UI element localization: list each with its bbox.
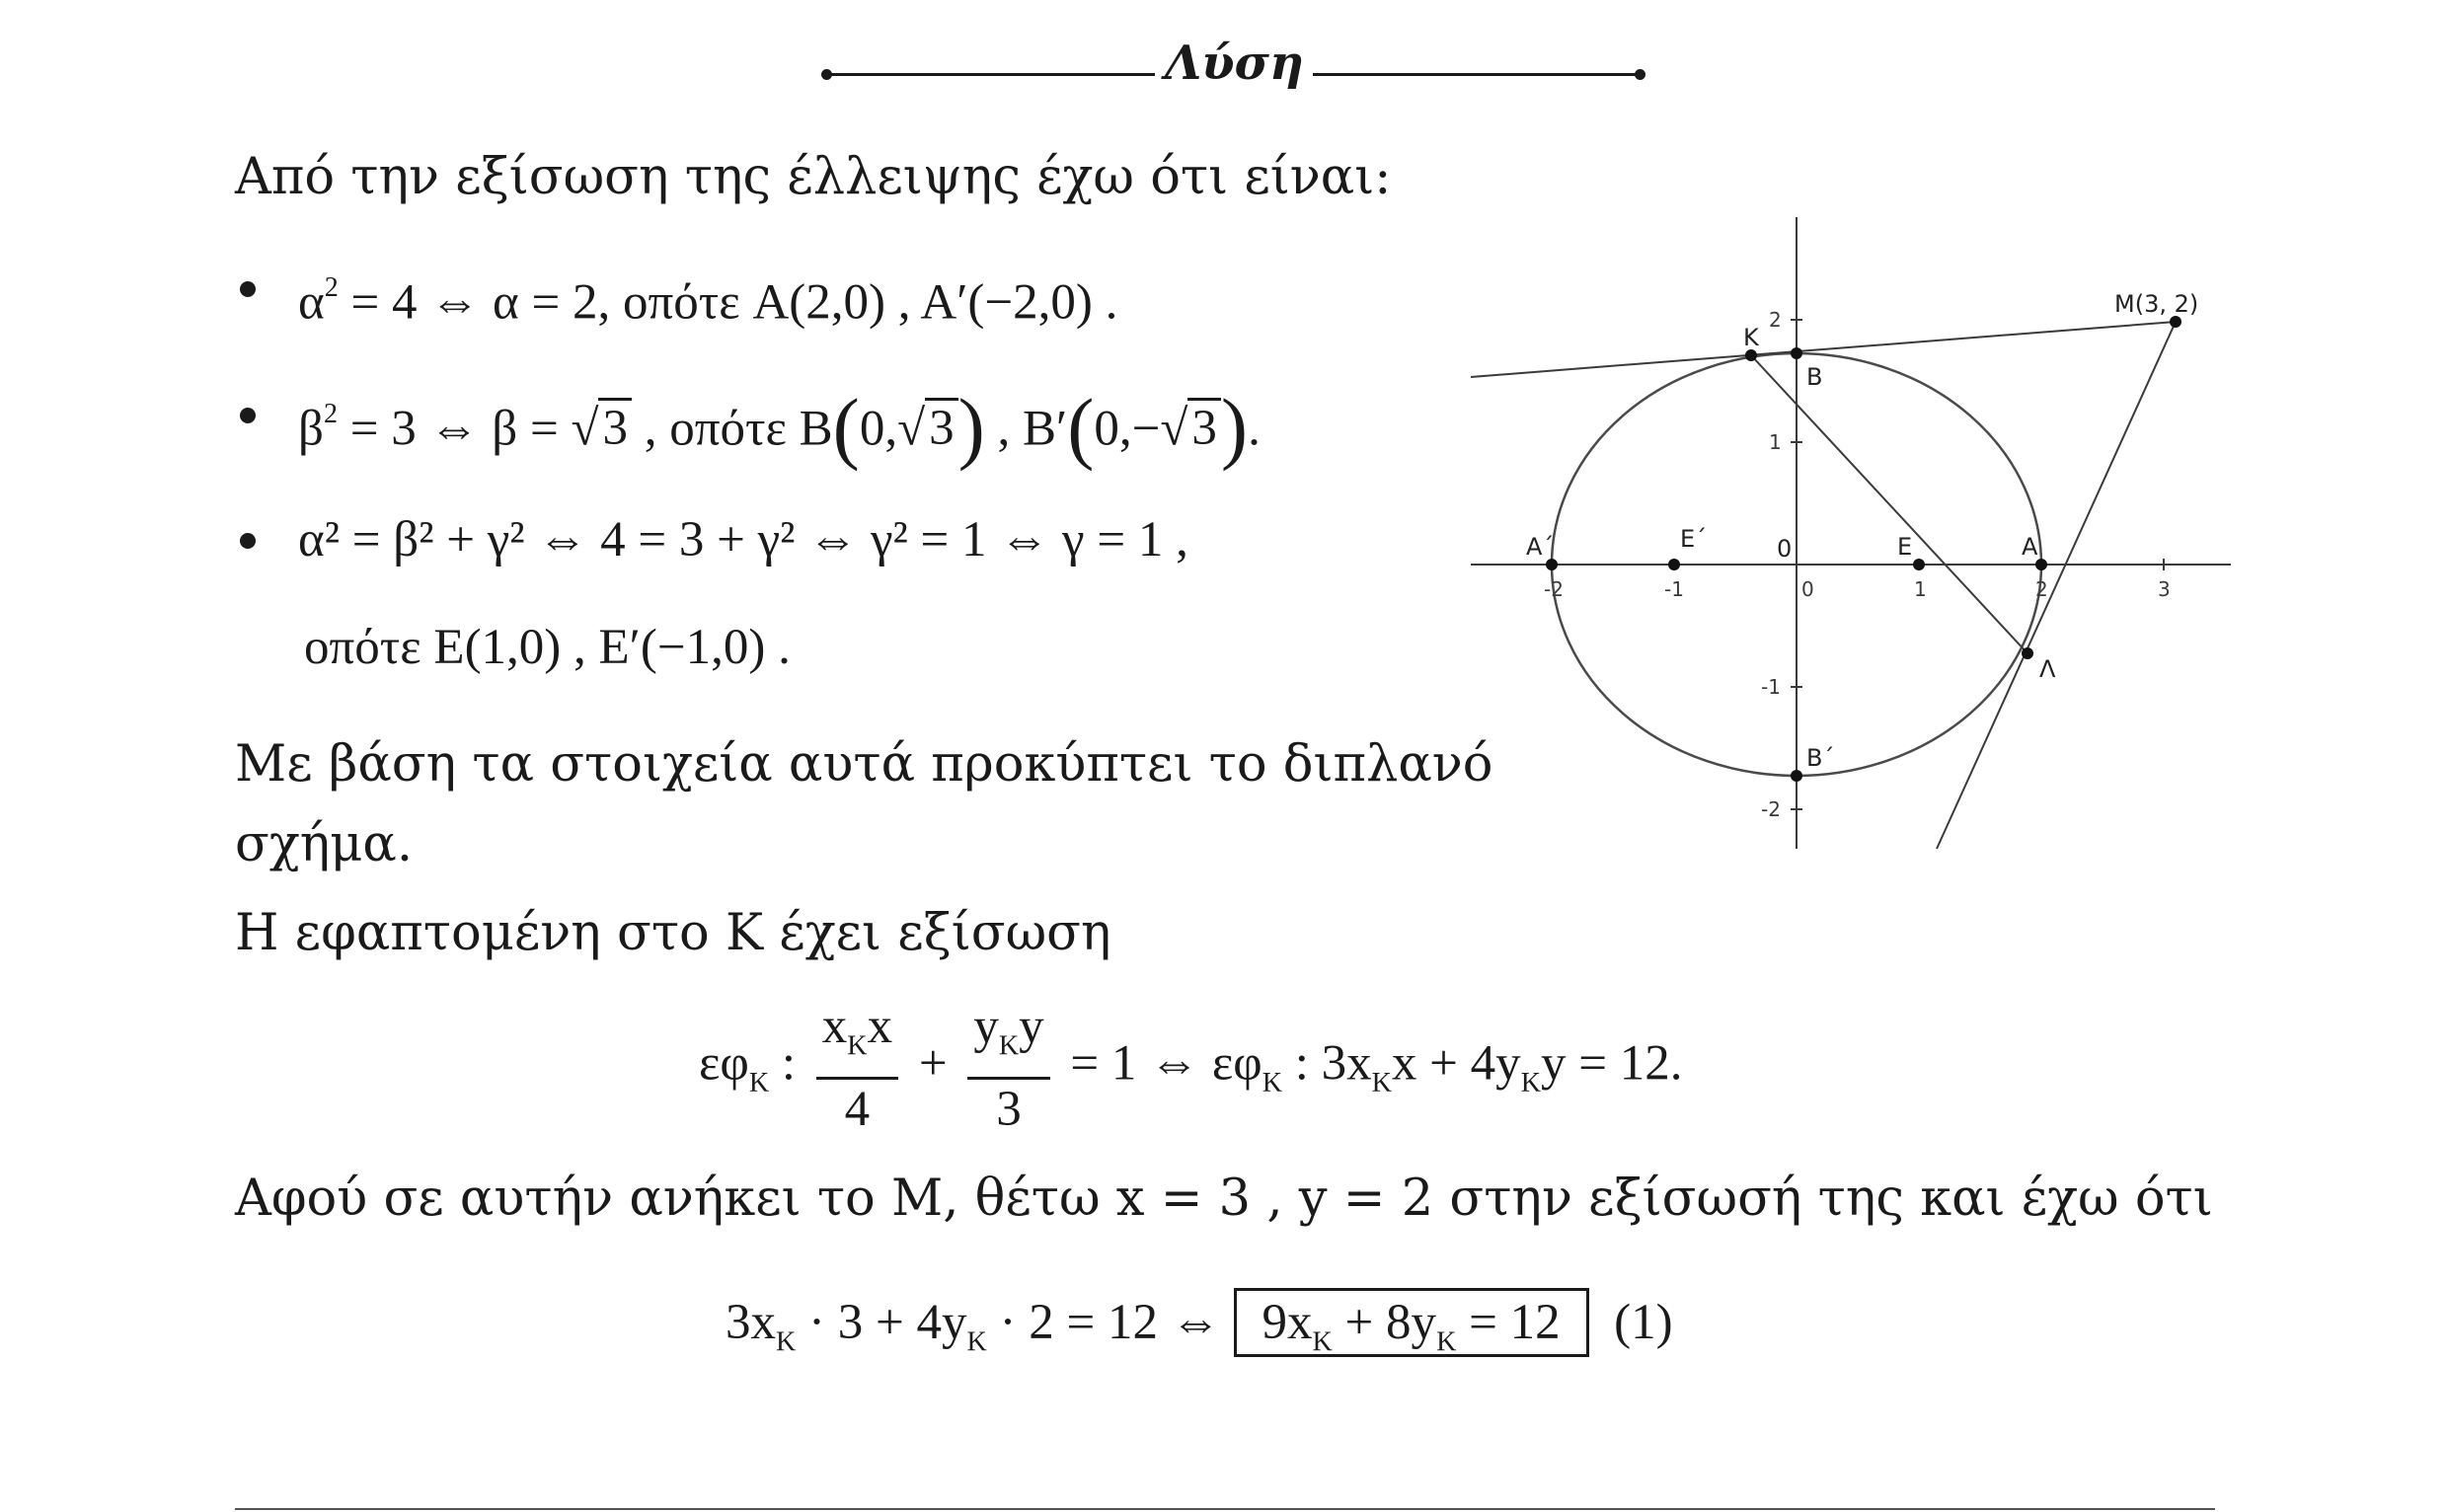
x-tick-label: 3	[2158, 577, 2171, 601]
point-lambda	[2022, 647, 2033, 659]
x-tick-label: 2	[2035, 577, 2048, 601]
point-b-prime	[1791, 770, 1802, 782]
bullet-2-text: $\beta^2 = 3$ ⇔ β = √3 , οπότε B(0,√3) , B′(0,−√3).	[298, 382, 1261, 473]
title-right-dot	[1635, 69, 1645, 80]
y-tick-label: -1	[1761, 675, 1781, 699]
bottom-rule	[235, 1508, 2215, 1510]
bullet-3-text-cont: οπότε E(1,0) , E′(−1,0) .	[304, 620, 791, 675]
point-b	[1791, 347, 1802, 359]
x-tick-label: 0	[1801, 577, 1814, 601]
chord-k-lambda	[1751, 355, 2027, 653]
label-k: K	[1743, 324, 1759, 351]
equation-tag: (1)	[1614, 1295, 1673, 1350]
label-lambda: Λ	[2039, 655, 2056, 683]
tangent-equation: $\varepsilon\varphi_K$ : $\frac{x_Kx}{4}$ + $\frac{y_Ky}{3}$ = 1 ⇔ $\varepsilon\varphi_K$ : $3x_Kx + 4y_Ky = 12$.	[699, 999, 1683, 1137]
label-b: B	[1806, 363, 1823, 391]
para-tangent: Η εφαπτομένη στο Κ έχει εξίσωση	[235, 904, 1111, 962]
label-b-prime: B΄	[1806, 744, 1835, 772]
bullet-2	[240, 408, 256, 423]
y-tick-label: 1	[1769, 430, 1782, 454]
para-substitute: Αφού σε αυτήν ανήκει το Μ, θέτω x = 3 , y = 2 στην εξίσωσή της και έχω ότι	[235, 1170, 2213, 1228]
label-m: M(3, 2)	[2114, 290, 2199, 318]
bullet-1	[240, 281, 256, 297]
point-e	[1913, 559, 1925, 570]
label-a: A	[2022, 533, 2038, 561]
bullet-3	[240, 533, 256, 549]
bullet-1-text: $\alpha^2 = 4$ ⇔ α = 2, οπότε A(2,0) , A′(−2,0) .	[298, 272, 1118, 331]
tangent-line-lambda	[1937, 322, 2176, 849]
title-left-rule	[827, 73, 1155, 76]
result-equation: $3x_K \cdot 3 + 4y_K \cdot 2 = 12$ ⇔ $9x_K + 8y_K = 12$ (1)	[726, 1293, 1673, 1373]
fraction-y: $\frac{y_Ky}{3}$	[967, 997, 1049, 1139]
label-origin: 0	[1777, 535, 1793, 563]
x-tick-label: -1	[1664, 577, 1684, 601]
boxed-result: $9x_K + 8y_K = 12$	[1234, 1288, 1589, 1357]
label-e: E	[1897, 533, 1913, 561]
y-tick-label: -2	[1761, 797, 1781, 821]
label-a-prime: A΄	[1526, 533, 1555, 561]
fraction-x: $\frac{x_Kx}{4}$	[816, 997, 898, 1139]
para-figure-cont: σχήμα.	[235, 815, 414, 873]
y-tick-label: 2	[1769, 308, 1782, 332]
point-e-prime	[1668, 559, 1680, 570]
x-tick-label: -2	[1544, 577, 1564, 601]
label-e-prime: E΄	[1680, 525, 1708, 553]
bullet-3-text: α² = β² + γ² ⇔ 4 = 3 + γ² ⇔ γ² = 1 ⇔ γ = 1 ,	[298, 512, 1188, 567]
tangent-line-k	[1471, 322, 2176, 377]
title-right-rule	[1313, 73, 1639, 76]
ellipse-figure	[1451, 207, 2241, 859]
solution-title: Λύση	[1165, 36, 1304, 91]
para-figure: Με βάση τα στοιχεία αυτά προκύπτει το διπλανό	[235, 735, 1493, 794]
x-tick-label: 1	[1914, 577, 1927, 601]
intro-text: Από την εξίσωση της έλλειψης έχω ότι είναι:	[235, 148, 1392, 206]
